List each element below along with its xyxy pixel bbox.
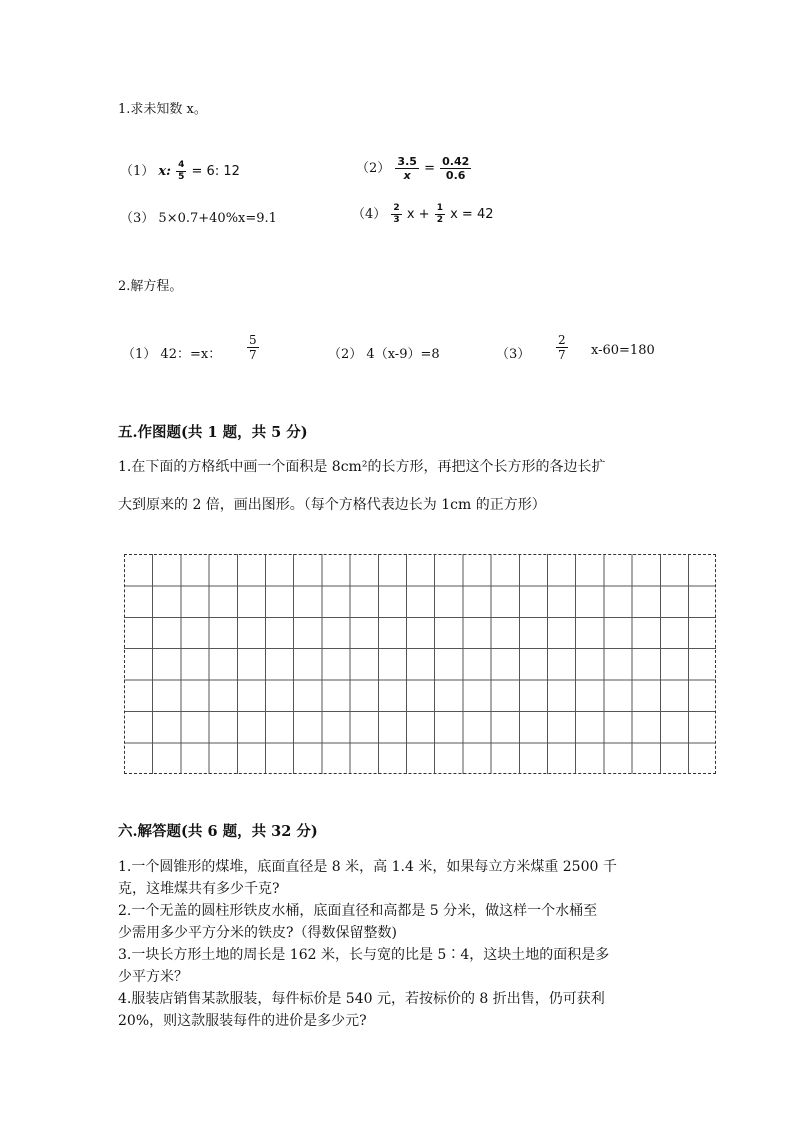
section5-line-1: 1.在下面的方格纸中画一个面积是 8cm²的长方形，再把这个长方形的各边长扩 xyxy=(118,459,606,475)
fraction-rhs: $\frac{0.42}{0.6}$ xyxy=(442,155,470,182)
problem-text: 4（x-9）=8 xyxy=(366,347,440,362)
section6-questions xyxy=(118,856,617,1032)
problem-1-3 xyxy=(120,207,277,226)
question-line: 少平方米？ xyxy=(118,969,188,985)
section5-heading: 五.作图题(共 1 题，共 5 分) xyxy=(118,424,308,441)
problem-2-3-label: （3） xyxy=(496,347,531,362)
problem-1-4 xyxy=(352,203,494,225)
problem-text: 5×0.7+40%x=9.1 xyxy=(158,211,277,226)
section6-heading: 六.解答题(共 6 题，共 32 分) xyxy=(118,823,318,840)
problem-2-3-fraction: $\frac{2}{7}$ xyxy=(558,333,566,362)
fraction: $\frac{4}{5}$ xyxy=(178,160,185,182)
math-rhs: = 6: 12 xyxy=(191,164,240,179)
problem-label: （3） xyxy=(120,211,155,226)
question-line: 2.一个无盖的圆柱形铁皮水桶，底面直径和高都是 5 分米，做这样一个水桶至 xyxy=(118,903,598,919)
problem-1-2 xyxy=(356,156,472,181)
question-line: 克，这堆煤共有多少千克? xyxy=(118,881,280,897)
problem-text: 42：=x： xyxy=(160,347,222,362)
problem-2-1-fraction: $\frac{5}{7}$ xyxy=(249,333,257,362)
fraction: $\frac{2}{3}$ xyxy=(393,203,400,225)
answer-grid[interactable] xyxy=(124,554,716,774)
problem-2-1 xyxy=(122,343,221,362)
math-rhs: x = 42 xyxy=(450,207,494,222)
problem-label: （1） xyxy=(122,347,157,362)
problem-1-1 xyxy=(120,160,240,182)
fraction-lhs: $\frac{3.5}{x}$ xyxy=(397,155,417,182)
math-lhs: x: xyxy=(158,164,171,179)
problem-label: （2） xyxy=(356,161,391,176)
question-line: 20%，则这款服装每件的进价是多少元? xyxy=(118,1013,367,1029)
question-line: 少需用多少平方分米的铁皮?（得数保留整数) xyxy=(118,925,397,941)
math-mid: x + xyxy=(406,207,430,222)
section1-title: 1.求未知数 x。 xyxy=(118,102,207,117)
problem-label: （1） xyxy=(120,164,155,179)
section5-line-2: 大到原来的 2 倍，画出图形。（每个方格代表边长为 1cm 的正方形） xyxy=(118,497,546,513)
fraction: $\frac{1}{2}$ xyxy=(436,203,443,225)
problem-2-2 xyxy=(328,343,440,362)
question-line: 1.一个圆锥形的煤堆，底面直径是 8 米，高 1.4 米，如果每立方米煤重 2500 千 xyxy=(118,859,617,875)
problem-2-3-text: x-60=180 xyxy=(591,343,655,358)
question-line: 4.服装店销售某款服装，每件标价是 540 元，若按标价的 8 折出售，仍可获利 xyxy=(118,991,605,1007)
problem-label: （2） xyxy=(328,347,363,362)
equals-sign: = xyxy=(424,161,435,176)
question-line: 3.一块长方形土地的周长是 162 米，长与宽的比是 5∶4，这块土地的面积是多 xyxy=(118,947,610,963)
section2-title: 2.解方程。 xyxy=(118,279,183,294)
problem-label: （4） xyxy=(352,207,387,222)
